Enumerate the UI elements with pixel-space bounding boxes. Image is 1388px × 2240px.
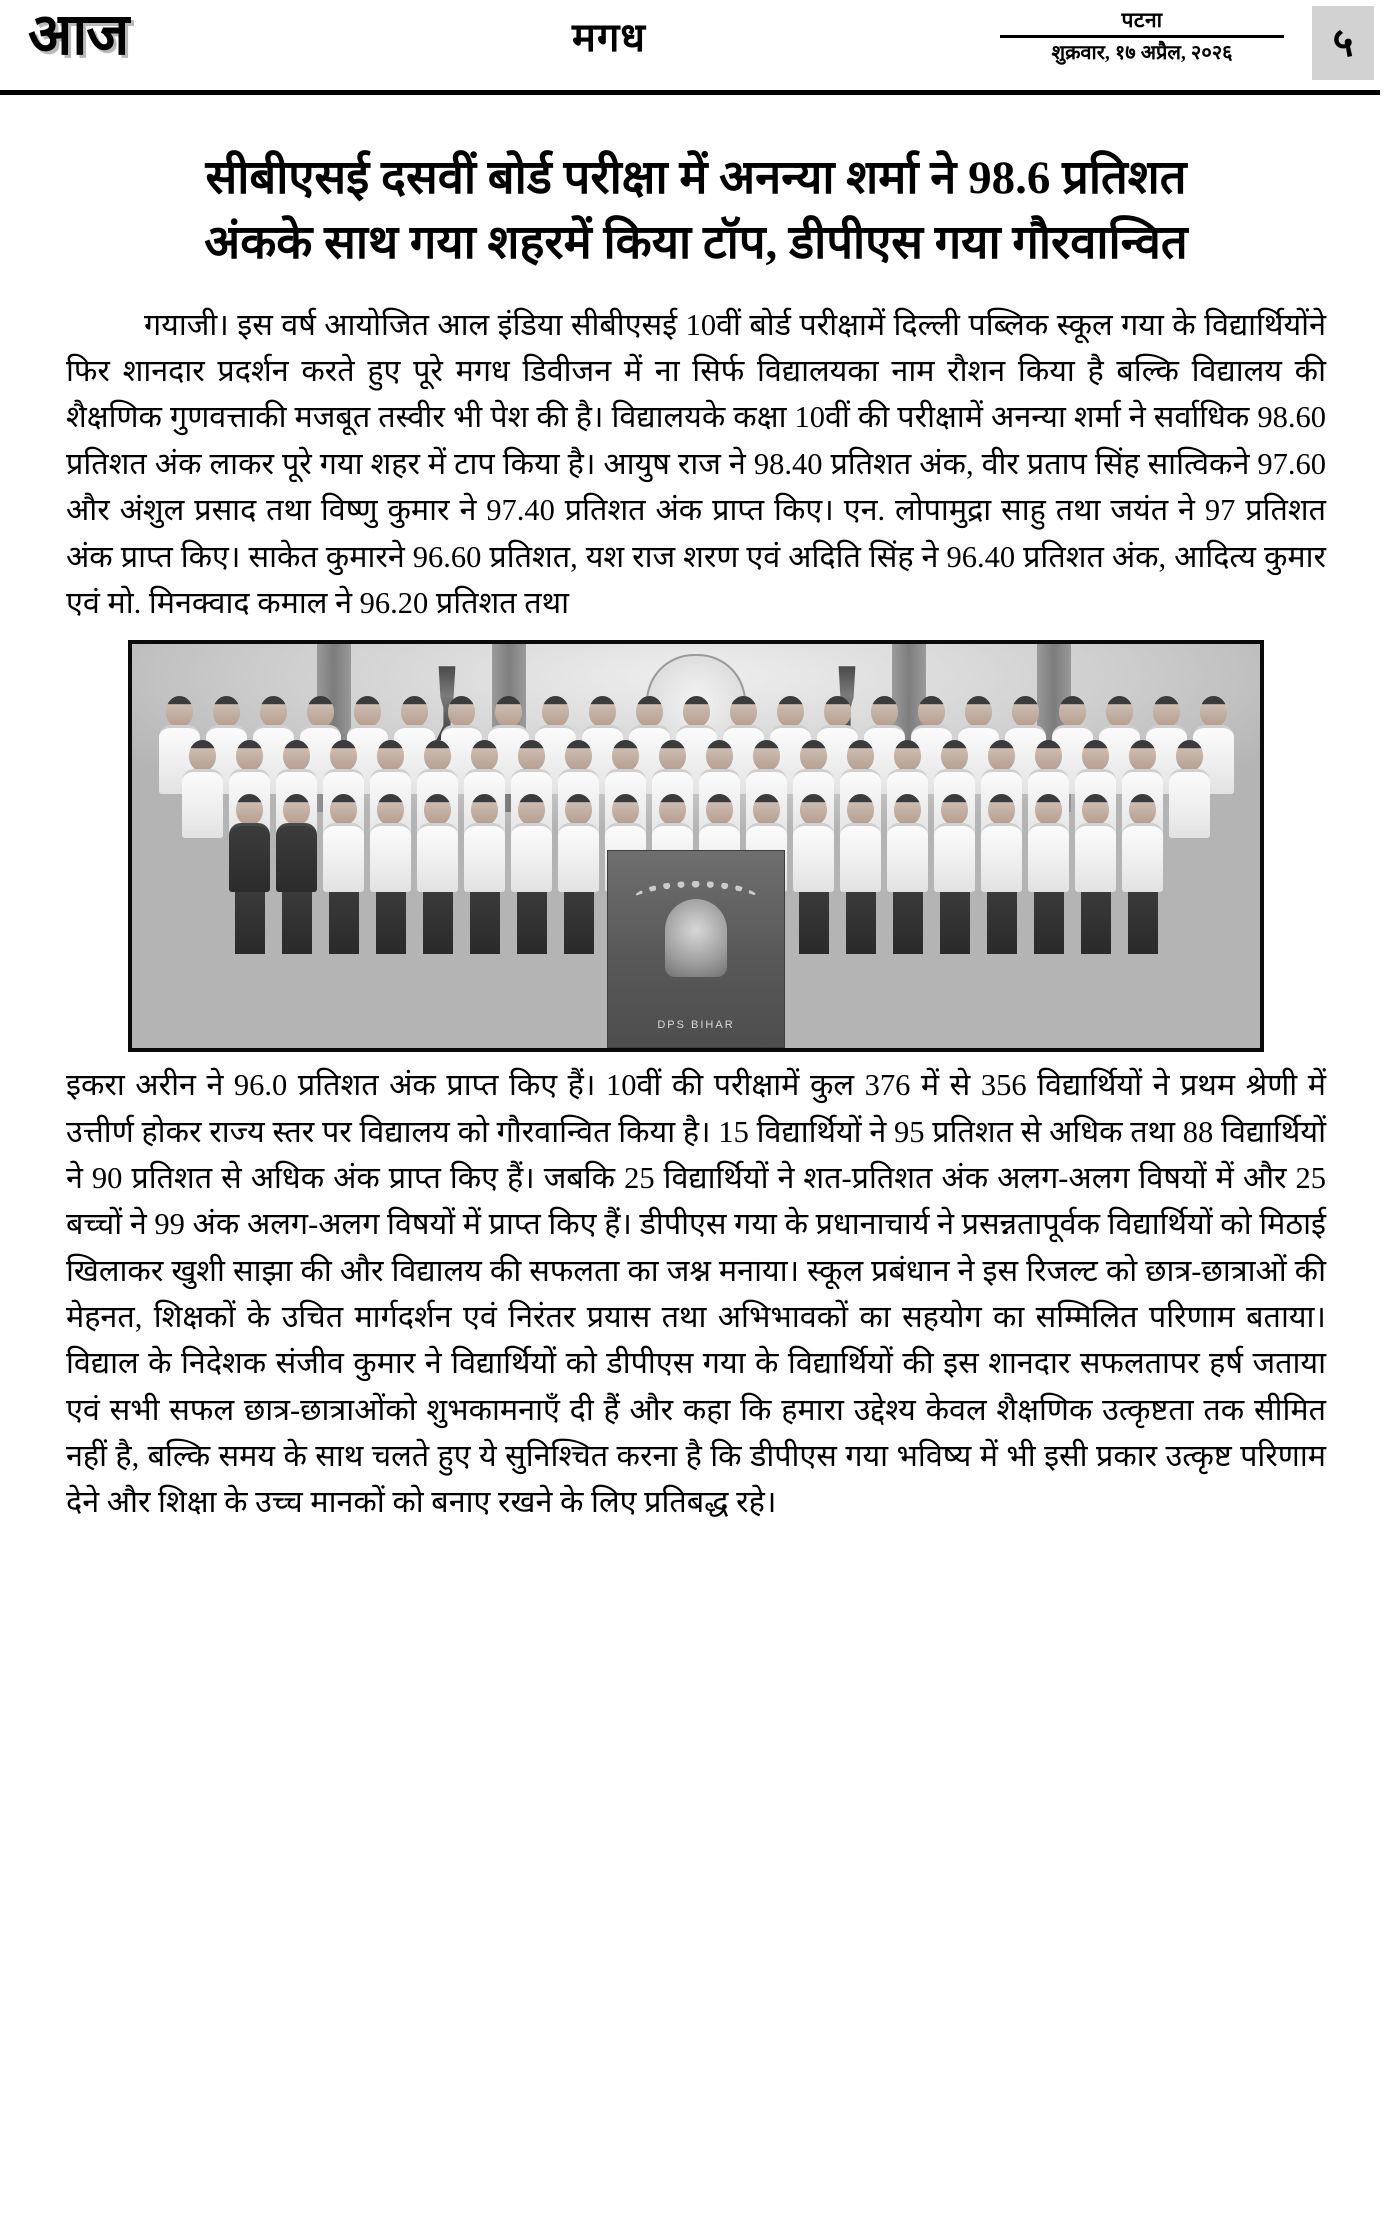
article-photo-container	[66, 640, 1326, 1052]
masthead-divider	[0, 90, 1380, 95]
photo-person	[558, 794, 600, 954]
article-continuation-paragraph: इकरा अरीन ने 96.0 प्रतिशत अंक प्राप्त किए हैं। 10वीं की परीक्षामें कुल 376 में से 356 विद्यार्थियों ने प्रथम श्रेणी में उत्तीर्ण होकर राज्य स्तर पर विद्यालय को गौरवान्वित किया है। 15 विद्यार्थियों ने 95 प्रतिशत से अधिक तथा 88 विद्यार्थियों ने 90 प्रतिशत से अधिक अंक प्राप्त किए हैं। जबकि 25 विद्यार्थियों ने शत-प्रतिशत अंक अलग-अलग विषयों में और 25 बच्चों ने 99 अंक अलग-अलग विषयों में प्राप्त किए हैं। डीपीएस गया के प्रधानाचार्य ने प्रसन्नतापूर्वक विद्यार्थियों को मिठाई खिलाकर खुशी साझा की और विद्यालय की सफलता का जश्न मनाया। स्कूल प्रबंधान ने इस रिजल्ट को छात्र-छात्राओं की मेहनत, शिक्षकों के उचित मार्गदर्शन एवं निरंतर प्रयास तथा अभिभावकों का सहयोग का सम्मिलित परिणाम बताया।विद्याल के निदेशक संजीव कुमार ने विद्यार्थियों को डीपीएस गया के विद्यार्थियों की इस शानदार सफलतापर हर्ष जताया एवं सभी सफल छात्र-छात्राओंको शुभकामनाएँ दी हैं और कहा कि हमारा उद्देश्य केवल शैक्षणिक उत्कृष्टता तक सीमित नहीं है, बल्कि समय के साथ चलते हुए ये सुनिश्चित करना है कि डीपीएस गया भविष्य में भी इसी प्रकार उत्कृष्ट परिणाम देने और शिक्षा के उच्च मानकों को बनाए रखने के लिए प्रतिबद्ध रहे।	[66, 1068, 1326, 1520]
photo-person	[276, 794, 318, 954]
photo-person	[887, 794, 929, 954]
photo-person	[981, 794, 1023, 954]
headline-line-1: सीबीएसई दसवीं बोर्ड परीक्षा में अनन्या शर्मा ने 98.6 प्रतिशत	[205, 152, 1187, 204]
city-label: पटना	[1121, 8, 1163, 32]
photo-backdrop	[132, 644, 1260, 1048]
photo-person	[1075, 794, 1117, 954]
photo-person	[370, 794, 412, 954]
school-banner	[607, 850, 785, 1048]
photo-person	[417, 794, 459, 954]
edition-name: मगध	[571, 15, 647, 60]
photo-person	[323, 794, 365, 954]
article	[0, 146, 1388, 1526]
banner-subtitle: DPS BIHAR	[657, 1019, 735, 1032]
article-headline	[66, 146, 1326, 276]
photo-person	[934, 794, 976, 954]
headline-line-2: अंकके साथ गया शहरमें किया टॉप, डीपीएस गया गौरवान्वित	[204, 216, 1188, 269]
school-emblem-icon	[665, 899, 727, 977]
dateline-divider	[1000, 35, 1284, 38]
dateline-block	[992, 8, 1292, 65]
newspaper-logo: आज	[28, 2, 129, 67]
photo-person	[511, 794, 553, 954]
photo-person	[229, 794, 271, 954]
photo-person	[840, 794, 882, 954]
masthead	[0, 0, 1388, 118]
article-body-top	[66, 302, 1326, 627]
photo-person	[793, 794, 835, 954]
article-lead-paragraph: गयाजी। इस वर्ष आयोजित आल इंडिया सीबीएसई 10वीं बोर्ड परीक्षामें दिल्ली पब्लिक स्कूल गया के विद्यार्थियोंने फिर शानदार प्रदर्शन करते हुए पूरे मगध डिवीजन में ना सिर्फ विद्यालयका नाम रौशन किया है बल्कि विद्यालय की शैक्षणिक गुणवत्ताकी मजबूत तस्वीर भी पेश की है। विद्यालयके कक्षा 10वीं की परीक्षामें अनन्या शर्मा ने सर्वाधिक 98.60 प्रतिशत अंक लाकर पूरे गया शहर में टाप किया है। आयुष राज ने 98.40 प्रतिशत अंक, वीर प्रताप सिंह सात्विकने 97.60 और अंशुल प्रसाद तथा विष्णु कुमार ने 97.40 प्रतिशत अंक प्राप्त किए। एन. लोपामुद्रा साहु तथा जयंत ने 97 प्रतिशत अंक प्राप्त किए। साकेत कुमारने 96.60 प्रतिशत, यश राज शरण एवं अदिति सिंह ने 96.40 प्रतिशत अंक, आदित्य कुमार एवं मो. मिनक्वाद कमाल ने 96.20 प्रतिशत तथा	[66, 307, 1326, 620]
photo-person	[1028, 794, 1070, 954]
article-body-bottom	[66, 1062, 1326, 1526]
group-photo	[128, 640, 1264, 1052]
photo-person	[464, 794, 506, 954]
photo-person	[1122, 794, 1164, 954]
page-number-badge: ५	[1312, 6, 1374, 80]
publication-date: शुक्रवार, १७ अप्रैल, २०२६	[1051, 42, 1233, 65]
